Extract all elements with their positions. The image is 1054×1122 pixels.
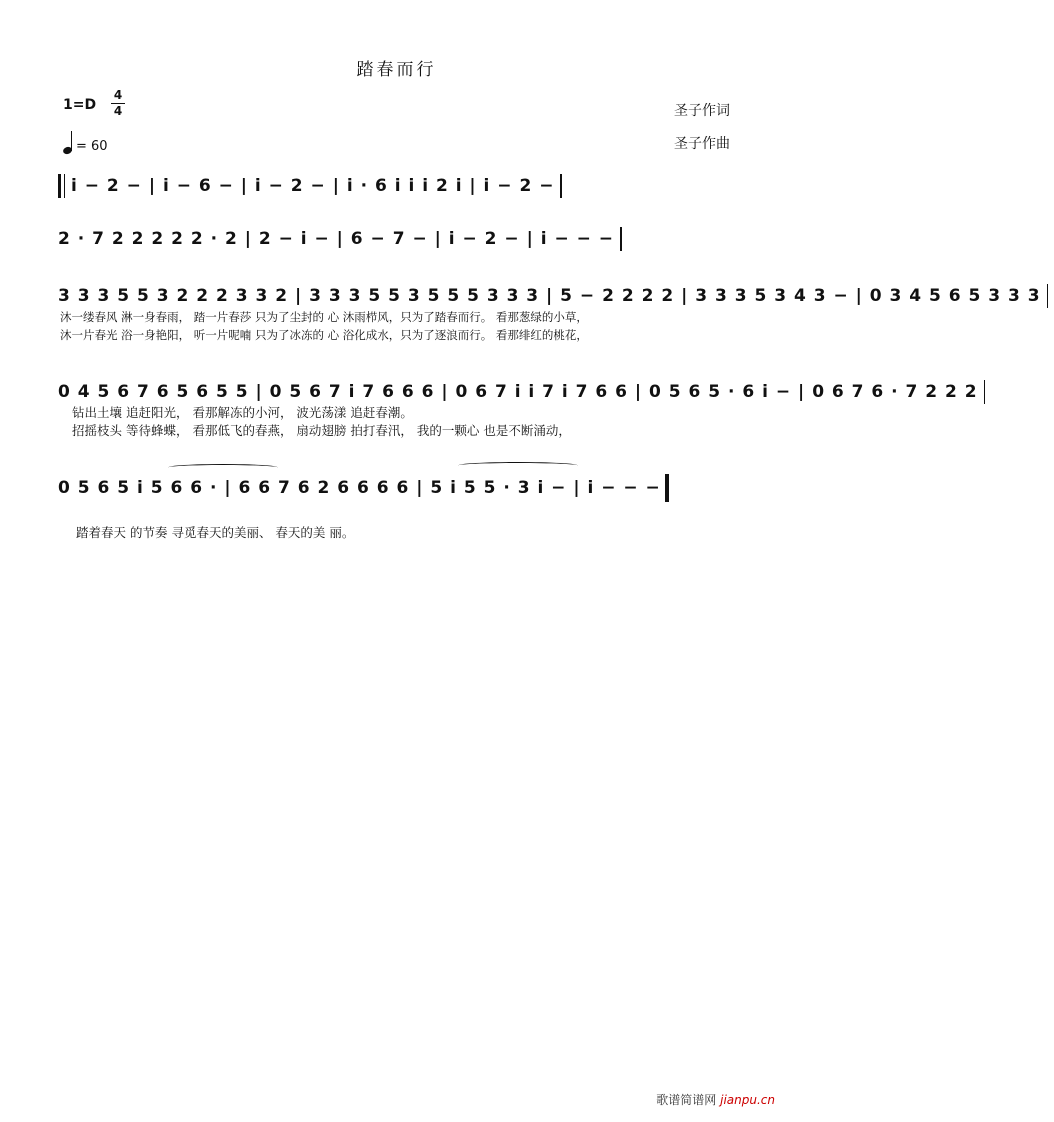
notes-text: 0 5 6 5 i 5 6 6 · | 6 6 7 6 2 6 6 6 6 | 5 i 5 5 · 3 i − | i − − − (58, 478, 661, 498)
watermark-text: 歌谱简谱网 (656, 1093, 717, 1107)
time-sig-bottom: 4 (113, 104, 123, 118)
notation-line (58, 284, 1041, 308)
staff-line-4 (58, 380, 978, 440)
notes-text: 0 4 5 6 7 6 5 6 5 5 | 0 5 6 7 i 7 6 6 6 | 0 6 7 i i 7 i 7 6 6 | 0 5 6 5 · 6 i − | 0 6 7 6 · 7 2 2 2 (58, 382, 978, 402)
lyricist-credit: 圣子作词 (674, 103, 730, 119)
watermark-site: jianpu.cn (720, 1093, 775, 1107)
staff-line-1 (58, 174, 730, 198)
tempo-marking (63, 130, 108, 154)
barline (984, 380, 986, 404)
site-watermark (656, 1091, 775, 1108)
lyric-verse-2: 招摇枝头 等待蜂蝶， 看那低飞的春燕， 扇动翅膀 拍打春汛， 我的一颗心 也是不断涌动， (72, 423, 571, 438)
time-signature (111, 89, 125, 118)
notation-line (58, 474, 730, 502)
repeat-start-barline (58, 174, 65, 198)
staff-line-5 (58, 474, 730, 542)
slur-arc (168, 464, 278, 471)
lyric-verse-1: 钻出土壤 追赶阳光， 看那解冻的小河， 波光荡漾 追赶春潮。 (72, 405, 413, 420)
notes-text: 2 · 7 2 2 2 2 2 · 2 | 2 − i − | 6 − 7 − | i − 2 − | i − − − (58, 229, 615, 249)
notes-text: 3 3 3 5 5 3 2 2 2 3 3 2 | 3 3 3 5 5 3 5 5 5 3 3 3 | 5 − 2 2 2 2 | 3 3 3 5 3 4 3 − | 0 3 4 5 6 5 3 3 3 (58, 286, 1041, 306)
barline (620, 227, 622, 251)
song-title: 踏春而行 (356, 60, 437, 80)
barline (1047, 284, 1049, 308)
lyric-verse-1: 踏着春天 的节奏 寻觅春天的美丽、 春天的美 丽。 (76, 525, 355, 540)
quarter-note-icon (63, 130, 73, 154)
slur-arc (458, 462, 578, 469)
composer-credit: 圣子作曲 (674, 136, 730, 152)
notes-text: i − 2 − | i − 6 − | i − 2 − | i · 6 i i i 2 i | i − 2 − (71, 176, 555, 196)
key-signature: 1=D (63, 97, 97, 113)
time-sig-top: 4 (113, 88, 123, 102)
barline (560, 174, 562, 198)
staff-line-3 (58, 284, 1041, 344)
tempo-value: = 60 (76, 139, 108, 154)
lyric-verse-1: 沐一缕春风 淋一身春雨， 踏一片春莎 只为了尘封的 心 沐雨栉风，只为了踏春而行。 看那葱绿的小草， (60, 310, 588, 324)
notation-line (58, 227, 730, 251)
notation-line (58, 380, 978, 404)
staff-line-2 (58, 227, 730, 251)
notation-line (58, 174, 730, 198)
lyric-verse-2: 沐一片春光 浴一身艳阳， 听一片呢喃 只为了冰冻的 心 浴化成水，只为了逐浪而行。 看那绯红的桃花， (60, 328, 588, 342)
final-barline (665, 474, 669, 502)
